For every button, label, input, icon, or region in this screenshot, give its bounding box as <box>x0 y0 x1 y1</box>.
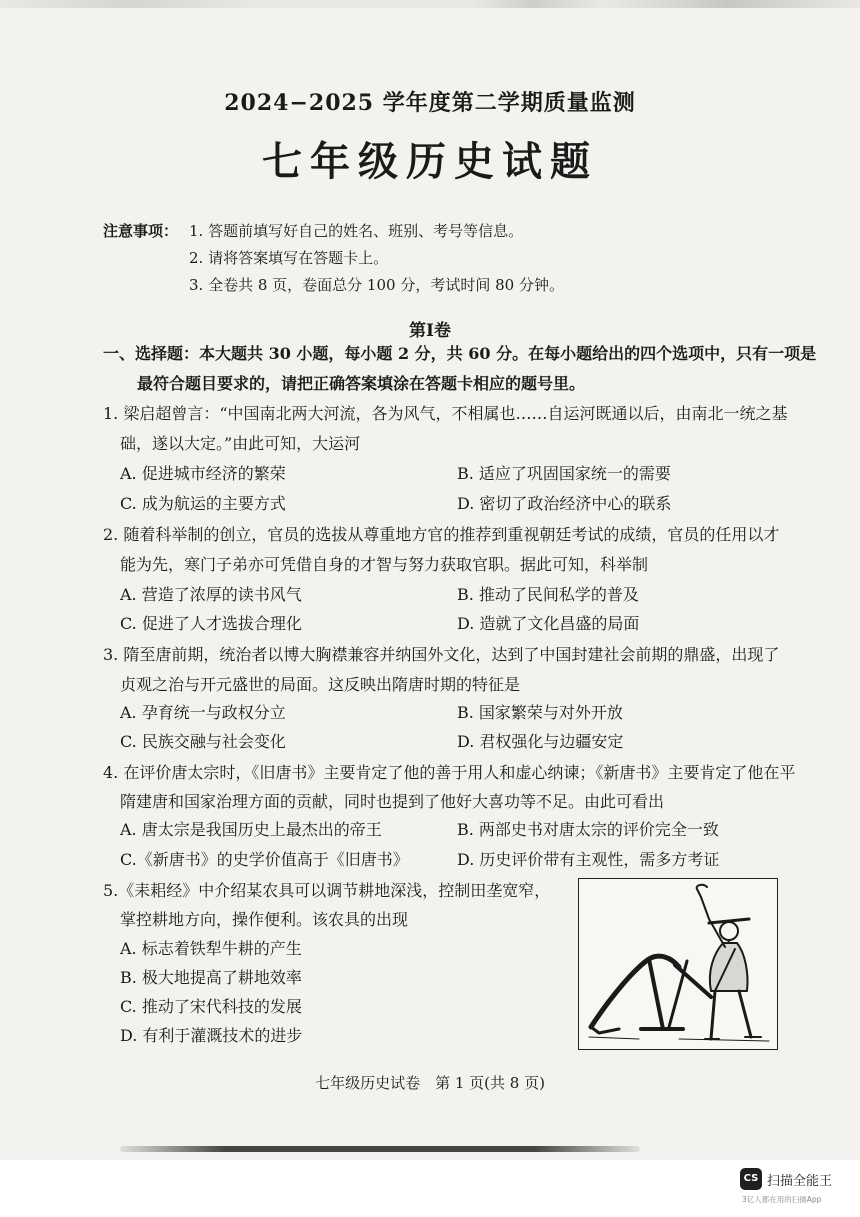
question-1-text-cont: 础，遂以大定。”由此可知，大运河 <box>120 434 361 453</box>
scanner-watermark <box>740 1168 855 1208</box>
question-5-option-a: A. 标志着铁犁牛耕的产生 <box>120 939 302 958</box>
notes-label: 注意事项： <box>103 222 179 240</box>
section-heading: 一、选择题：本大题共 30 小题，每小题 2 分，共 60 分。在每小题给出的四个选项中，只有一项是 <box>103 344 817 363</box>
note-item: 1. 答题前填写好自己的姓名、班别、考号等信息。 <box>189 222 524 240</box>
question-1-option-a: A. 促进城市经济的繁荣 <box>120 464 286 483</box>
watermark-tagline: 3亿人都在用的扫描App <box>742 1195 822 1204</box>
exam-subtitle: 2024−2025 学年度第二学期质量监测 <box>224 90 636 116</box>
question-3-option-a: A. 孕育统一与政权分立 <box>120 703 286 722</box>
question-4-text-cont: 隋建唐和国家治理方面的贡献，同时也提到了他好大喜功等不足。由此可看出 <box>120 792 665 811</box>
section-heading-cont: 最符合题目要求的，请把正确答案填涂在答题卡相应的题号里。 <box>137 374 586 393</box>
question-5-text: 5.《耒耜经》中介绍某农具可以调节耕地深浅，控制田垄宽窄， <box>103 881 551 900</box>
exam-title: 七年级历史试题 <box>262 138 598 185</box>
question-2-option-b: B. 推动了民间私学的普及 <box>457 585 639 604</box>
plow-illustration <box>578 878 778 1050</box>
question-4-option-a: A. 唐太宗是我国历史上最杰出的帝王 <box>120 820 382 839</box>
notes-block <box>103 218 564 294</box>
question-4-option-b: B. 两部史书对唐太宗的评价完全一致 <box>457 820 719 839</box>
question-1-option-c: C. 成为航运的主要方式 <box>120 494 286 513</box>
question-5-option-b: B. 极大地提高了耕地效率 <box>120 968 302 987</box>
question-2-text: 2. 随着科举制的创立，官员的选拔从尊重地方官的推荐到重视朝廷考试的成绩，官员的任用以才 <box>103 525 780 544</box>
question-2-option-d: D. 造就了文化昌盛的局面 <box>457 614 640 633</box>
question-1-option-d: D. 密切了政治经济中心的联系 <box>457 494 672 513</box>
watermark-name: 扫描全能王 <box>767 1174 833 1189</box>
question-1-option-b: B. 适应了巩固国家统一的需要 <box>457 464 671 483</box>
page-footer: 七年级历史试卷 第 1 页(共 8 页) <box>315 1074 545 1092</box>
note-item: 2. 请将答案填写在答题卡上。 <box>189 249 389 267</box>
camscanner-logo-icon: CS <box>740 1168 762 1190</box>
question-4-option-c: C.《新唐书》的史学价值高于《旧唐书》 <box>120 850 409 869</box>
farmer-plow-drawing <box>579 879 777 1049</box>
scan-edge <box>0 0 860 8</box>
question-4-text: 4. 在评价唐太宗时，《旧唐书》主要肯定了他的善于用人和虚心纳谏；《新唐书》主要肯定了他在平 <box>103 763 796 782</box>
question-2-text-cont: 能为先，寒门子弟亦可凭借自身的才智与努力获取官职。据此可知，科举制 <box>120 555 649 574</box>
question-5-option-c: C. 推动了宋代科技的发展 <box>120 997 302 1016</box>
part-title: 第Ⅰ卷 <box>409 321 451 341</box>
question-3-option-c: C. 民族交融与社会变化 <box>120 732 286 751</box>
question-3-text-cont: 贞观之治与开元盛世的局面。这反映出隋唐时期的特征是 <box>120 675 521 694</box>
scan-shadow <box>120 1146 640 1152</box>
question-5-option-d: D. 有利于灌溉技术的进步 <box>120 1026 303 1045</box>
question-1-text: 1. 梁启超曾言：“中国南北两大河流，各为风气，不相属也……自运河既通以后，由南北一统之基 <box>103 404 788 423</box>
question-5-text-cont: 掌控耕地方向，操作便利。该农具的出现 <box>120 910 409 929</box>
question-3-option-d: D. 君权强化与边疆安定 <box>457 732 624 751</box>
question-3-option-b: B. 国家繁荣与对外开放 <box>457 703 623 722</box>
note-item: 3. 全卷共 8 页，卷面总分 100 分，考试时间 80 分钟。 <box>189 276 564 294</box>
question-2-option-c: C. 促进了人才选拔合理化 <box>120 614 302 633</box>
question-4-option-d: D. 历史评价带有主观性，需多方考证 <box>457 850 720 869</box>
question-2-option-a: A. 营造了浓厚的读书风气 <box>120 585 302 604</box>
question-3-text: 3. 隋至唐前期，统治者以博大胸襟兼容并纳国外文化，达到了中国封建社会前期的鼎盛，出现了 <box>103 645 780 664</box>
